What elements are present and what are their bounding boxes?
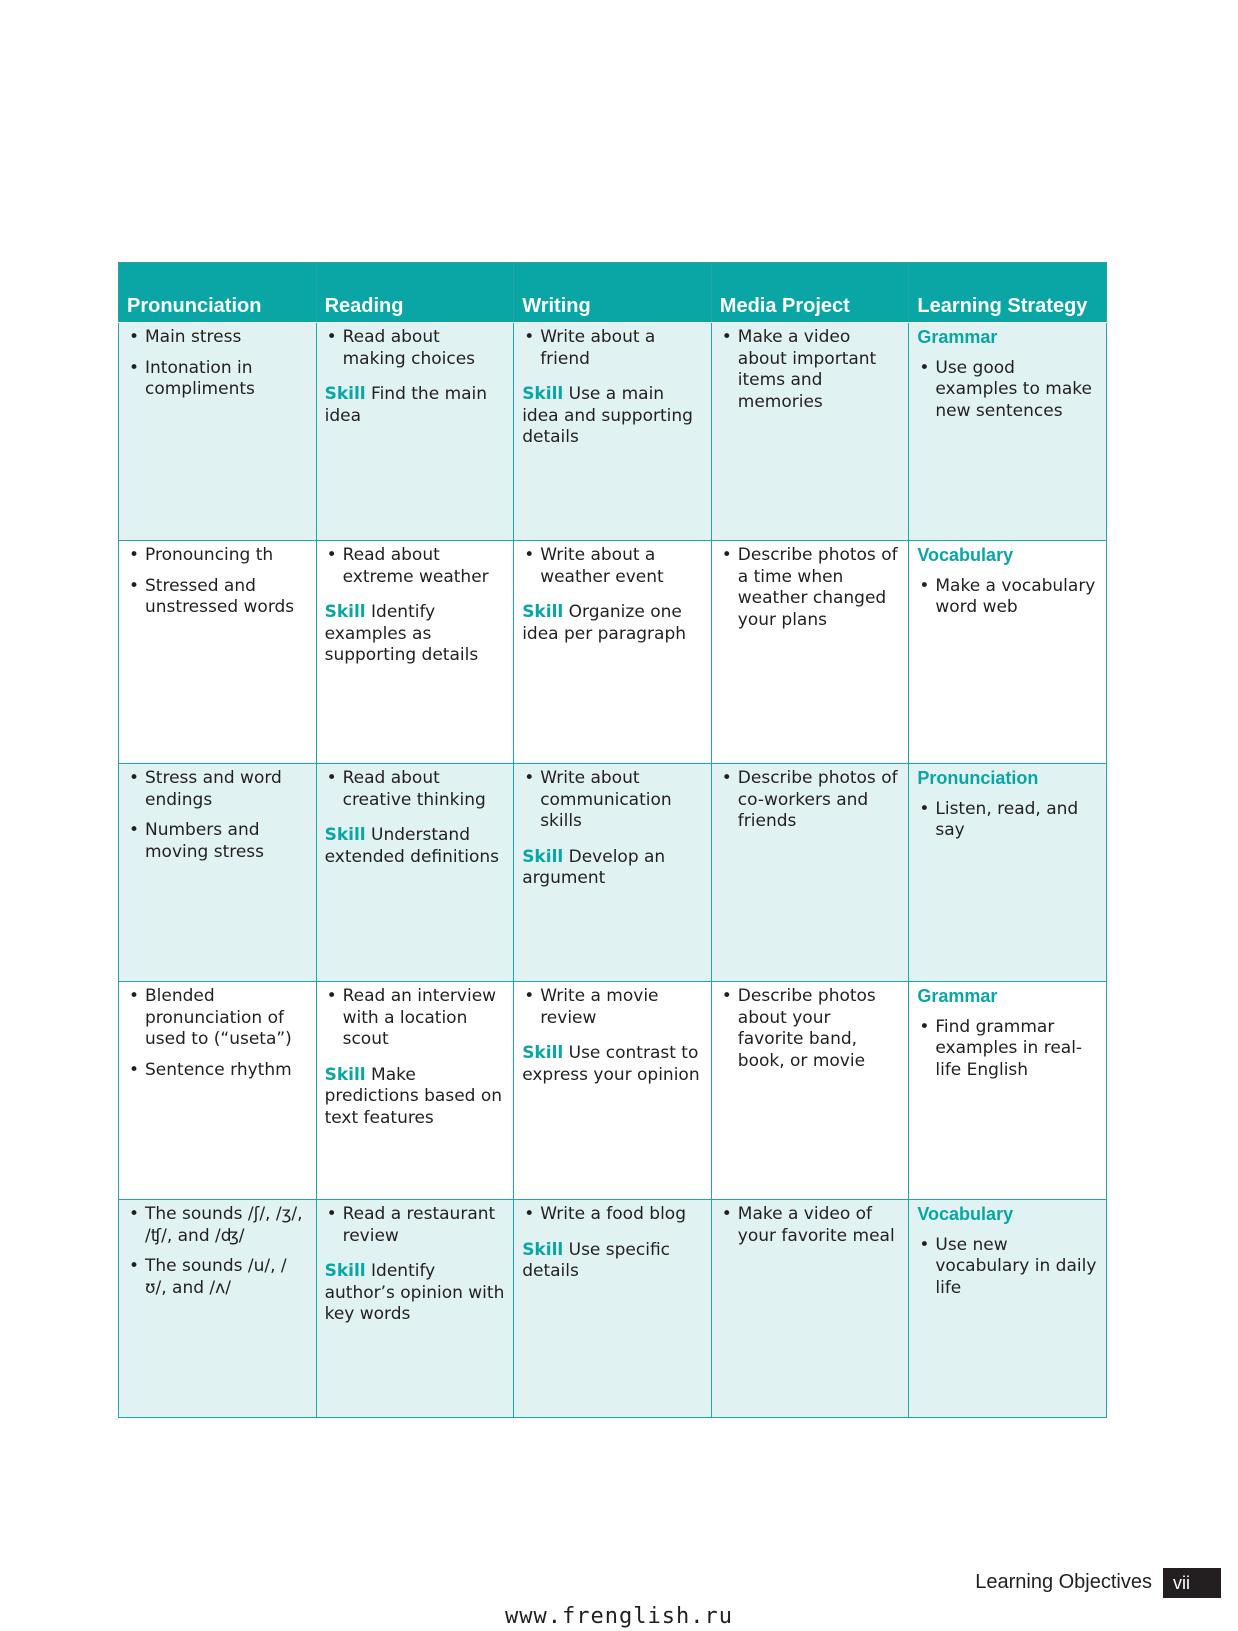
table-row	[119, 982, 1107, 1200]
table-row	[119, 323, 1107, 541]
list-item: • Write about communication skills	[522, 768, 703, 833]
list-item: • Describe photos of co-workers and friends	[720, 768, 901, 833]
header-writing: Writing	[514, 263, 712, 323]
skill-description: Organize one idea per paragraph	[522, 602, 687, 644]
skill-label: Skill	[324, 384, 366, 404]
writing-cell	[514, 541, 712, 764]
pronunciation-cell	[119, 982, 317, 1200]
list-item: • Pronouncing th	[127, 545, 308, 567]
list-item: • Read about extreme weather	[325, 545, 506, 588]
skill-text	[522, 847, 703, 890]
list-item: • Read an interview with a location scout	[325, 986, 506, 1051]
skill-label: Skill	[522, 602, 564, 622]
list-item: • Read about making choices	[325, 327, 506, 370]
skill-label: Skill	[522, 846, 564, 867]
watermark: www.frenglish.ru	[505, 1604, 733, 1629]
skill-label: Skill	[324, 1064, 366, 1085]
list-item: • Read a restaurant review	[325, 1204, 506, 1247]
media-project-cell	[711, 764, 909, 982]
page-number: vii	[1163, 1568, 1221, 1598]
list-item: • Describe photos about your favorite band, book, or movie	[720, 986, 901, 1072]
skill-text	[325, 1261, 506, 1326]
skill-label: Skill	[324, 1261, 366, 1281]
skill-description: Develop an argument	[522, 846, 666, 888]
reading-cell	[316, 1200, 514, 1418]
list-item: • Make a video about important items and memories	[720, 327, 901, 413]
skill-description: Use a main idea and supporting details	[522, 384, 693, 447]
list-item: • Write a food blog	[522, 1204, 703, 1226]
skill-text	[325, 1065, 506, 1130]
skill-description: Identify examples as supporting details	[324, 602, 479, 665]
table-row	[119, 1200, 1107, 1418]
learning-strategy-cell	[909, 982, 1107, 1200]
skill-text	[325, 602, 506, 667]
reading-cell	[316, 323, 514, 541]
writing-cell	[514, 982, 712, 1200]
footer-section-title: Learning Objectives	[975, 1571, 1152, 1593]
list-item: • The sounds /ʃ/, /ʒ/, /ʧ/, and /ʤ/	[127, 1204, 308, 1247]
list-item: • Make a vocabulary word web	[917, 576, 1098, 619]
header-reading: Reading	[316, 263, 514, 323]
skill-label: Skill	[522, 1239, 564, 1260]
reading-cell	[316, 541, 514, 764]
list-item: • Main stress	[127, 327, 308, 349]
strategy-label: Pronunciation	[917, 768, 1039, 788]
strategy-label: Grammar	[917, 986, 998, 1006]
header-media-project: Media Project	[711, 263, 909, 323]
skill-description: Identify author’s opinion with key words	[324, 1261, 505, 1324]
skill-text	[325, 825, 506, 868]
skill-description: Understand extended definitions	[324, 825, 500, 867]
header-row	[119, 263, 1107, 323]
writing-cell	[514, 323, 712, 541]
strategy-label: Grammar	[917, 327, 998, 347]
header-learning-strategy: Learning Strategy	[909, 263, 1107, 323]
list-item: • Use new vocabulary in daily life	[917, 1235, 1098, 1300]
reading-cell	[316, 982, 514, 1200]
reading-cell	[316, 764, 514, 982]
skill-text	[325, 384, 506, 427]
skill-text	[522, 602, 703, 645]
learning-strategy-cell	[909, 323, 1107, 541]
skill-label: Skill	[324, 602, 366, 622]
list-item: • Write about a friend	[522, 327, 703, 370]
list-item: • Write a movie review	[522, 986, 703, 1029]
skill-label: Skill	[522, 384, 564, 404]
list-item: • Stressed and unstressed words	[127, 576, 308, 619]
list-item: • Write about a weather event	[522, 545, 703, 588]
header-pronunciation: Pronunciation	[119, 263, 317, 323]
skill-text	[522, 384, 703, 449]
strategy-label: Vocabulary	[917, 545, 1014, 565]
learning-strategy-cell	[909, 541, 1107, 764]
skill-description: Use contrast to express your opinion	[522, 1043, 700, 1085]
list-item: • The sounds /u/, /ʊ/, and /ʌ/	[127, 1256, 308, 1299]
list-item: • Find grammar examples in real-life English	[917, 1017, 1098, 1082]
list-item: • Numbers and moving stress	[127, 820, 308, 863]
skill-label: Skill	[522, 1043, 564, 1063]
table-row	[119, 764, 1107, 982]
pronunciation-cell	[119, 323, 317, 541]
pronunciation-cell	[119, 764, 317, 982]
list-item: • Listen, read, and say	[917, 799, 1098, 842]
media-project-cell	[711, 323, 909, 541]
list-item: • Intonation in compliments	[127, 358, 308, 401]
writing-cell	[514, 1200, 712, 1418]
media-project-cell	[711, 982, 909, 1200]
media-project-cell	[711, 1200, 909, 1418]
media-project-cell	[711, 541, 909, 764]
learning-strategy-cell	[909, 764, 1107, 982]
list-item: • Sentence rhythm	[127, 1060, 308, 1082]
list-item: • Blended pronunciation of used to (“useta”)	[127, 986, 308, 1051]
skill-text	[522, 1240, 703, 1283]
skill-description: Find the main idea	[324, 384, 488, 426]
table-row	[119, 541, 1107, 764]
list-item: • Describe photos of a time when weather changed your plans	[720, 545, 901, 631]
list-item: • Stress and word endings	[127, 768, 308, 811]
list-item: • Use good examples to make new sentences	[917, 358, 1098, 423]
list-item: • Read about creative thinking	[325, 768, 506, 811]
learning-objectives-table	[118, 262, 1107, 1418]
list-item: • Make a video of your favorite meal	[720, 1204, 901, 1247]
writing-cell	[514, 764, 712, 982]
skill-text	[522, 1043, 703, 1086]
skill-label: Skill	[324, 825, 366, 845]
pronunciation-cell	[119, 1200, 317, 1418]
strategy-label: Vocabulary	[917, 1204, 1014, 1224]
learning-strategy-cell	[909, 1200, 1107, 1418]
skill-description: Use specific details	[522, 1239, 671, 1281]
pronunciation-cell	[119, 541, 317, 764]
skill-description: Make predictions based on text features	[324, 1064, 503, 1128]
